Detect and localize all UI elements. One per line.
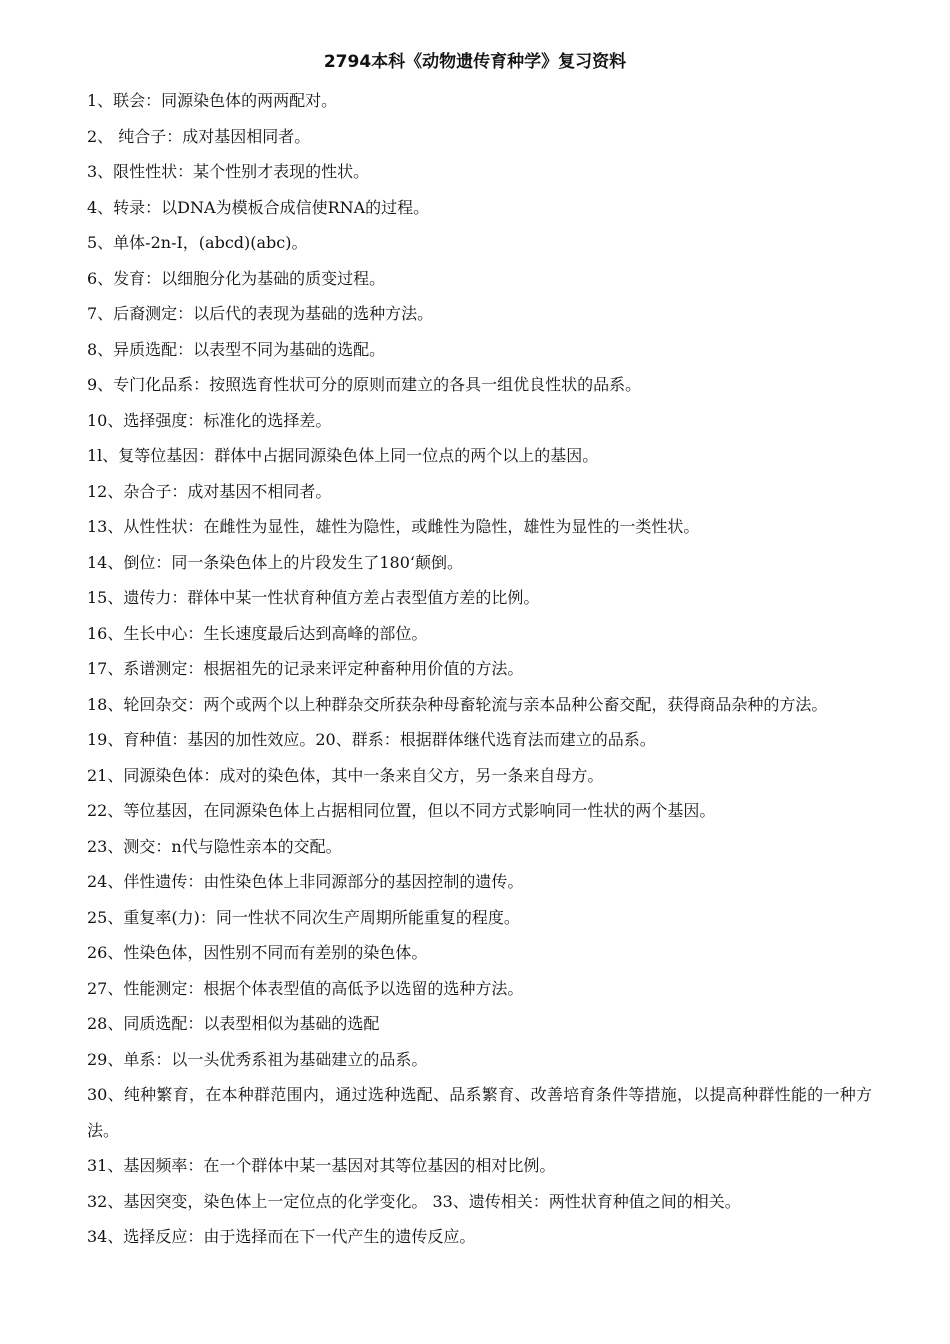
glossary-entry: 23、测交：n代与隐性亲本的交配。 — [87, 836, 342, 856]
glossary-entry: 8、异质选配：以表型不同为基础的选配。 — [87, 339, 386, 359]
glossary-entry: 32、基因突变，染色体上一定位点的化学变化。 33、遗传相关：两性状育种值之间的相关。 — [87, 1191, 741, 1211]
glossary-entry: 25、重复率(力)：同一性状不同次生产周期所能重复的程度。 — [87, 907, 520, 927]
glossary-entry: 4、转录：以DNA为模板合成信使RNA的过程。 — [87, 197, 430, 217]
glossary-entry: 27、性能测定：根据个体表型值的高低予以选留的选种方法。 — [87, 978, 524, 998]
glossary-entry: 17、系谱测定：根据祖先的记录来评定种畜种用价值的方法。 — [87, 659, 524, 678]
glossary-entry: 9、专门化品系：按照选育性状可分的原则而建立的各具一组优良性状的品系。 — [87, 375, 642, 394]
glossary-entry: 7、后裔测定：以后代的表现为基础的选种方法。 — [87, 304, 434, 323]
glossary-entry: 6、发育：以细胞分化为基础的质变过程。 — [87, 268, 386, 288]
glossary-entry: 31、基因频率：在一个群体中某一基因对其等位基因的相对比例。 — [87, 1156, 556, 1175]
glossary-entry: 15、遗传力：群体中某一性状育种值方差占表型值方差的比例。 — [87, 588, 540, 607]
glossary-entry: 2、 纯合子：成对基因相同者。 — [87, 126, 311, 146]
glossary-entry: 1l、复等位基因：群体中占据同源染色体上同一位点的两个以上的基因。 — [87, 446, 599, 465]
glossary-entry: 30、纯种繁育，在本种群范围内，通过选种选配、品系繁育、改善培育条件等措施，以提高种群性能的一种方法。 — [87, 1085, 872, 1140]
glossary-entry: 10、选择强度：标准化的选择差。 — [87, 410, 332, 430]
glossary-entry: 13、从性性状：在雌性为显性，雄性为隐性，或雌性为隐性，雄性为显性的一类性状。 — [87, 517, 700, 536]
glossary-entry: 26、性染色体，因性别不同而有差别的染色体。 — [87, 943, 428, 962]
glossary-entry: 28、同质选配：以表型相似为基础的选配 — [87, 1014, 380, 1033]
glossary-entry: 21、同源染色体：成对的染色体，其中一条来自父方，另一条来自母方。 — [87, 765, 604, 785]
glossary-entry: 24、伴性遗传：由性染色体上非同源部分的基因控制的遗传。 — [87, 872, 524, 891]
glossary-entry: 12、杂合子：成对基因不相同者。 — [87, 481, 332, 501]
glossary-entry: 5、单体-2n-I，(abcd)(abc)。 — [87, 233, 308, 252]
glossary-entry: 22、等位基因，在同源染色体上占据相同位置，但以不同方式影响同一性状的两个基因。 — [87, 801, 716, 820]
glossary-entry: 14、倒位：同一条染色体上的片段发生了180‘颠倒。 — [87, 552, 463, 572]
glossary-entry: 19、育种值：基因的加性效应。20、群系：根据群体继代选育法而建立的品系。 — [87, 730, 656, 749]
glossary-entry: 29、单系：以一头优秀系祖为基础建立的品系。 — [87, 1049, 428, 1069]
glossary-entry: 3、限性性状：某个性别才表现的性状。 — [87, 162, 370, 181]
glossary-entry: 18、轮回杂交：两个或两个以上种群杂交所获杂种母畜轮流与亲本品种公畜交配，获得商品杂种的方法。 — [87, 694, 828, 714]
glossary-entry: 16、生长中心：生长速度最后达到高峰的部位。 — [87, 623, 428, 643]
glossary-list — [87, 83, 872, 1255]
glossary-entry: 34、选择反应：由于选择而在下一代产生的遗传反应。 — [87, 1227, 476, 1246]
page-title: 2794本科《动物遗传育种学》复习资料 — [323, 52, 627, 72]
glossary-entry: 1、联会：同源染色体的两两配对。 — [87, 91, 338, 110]
